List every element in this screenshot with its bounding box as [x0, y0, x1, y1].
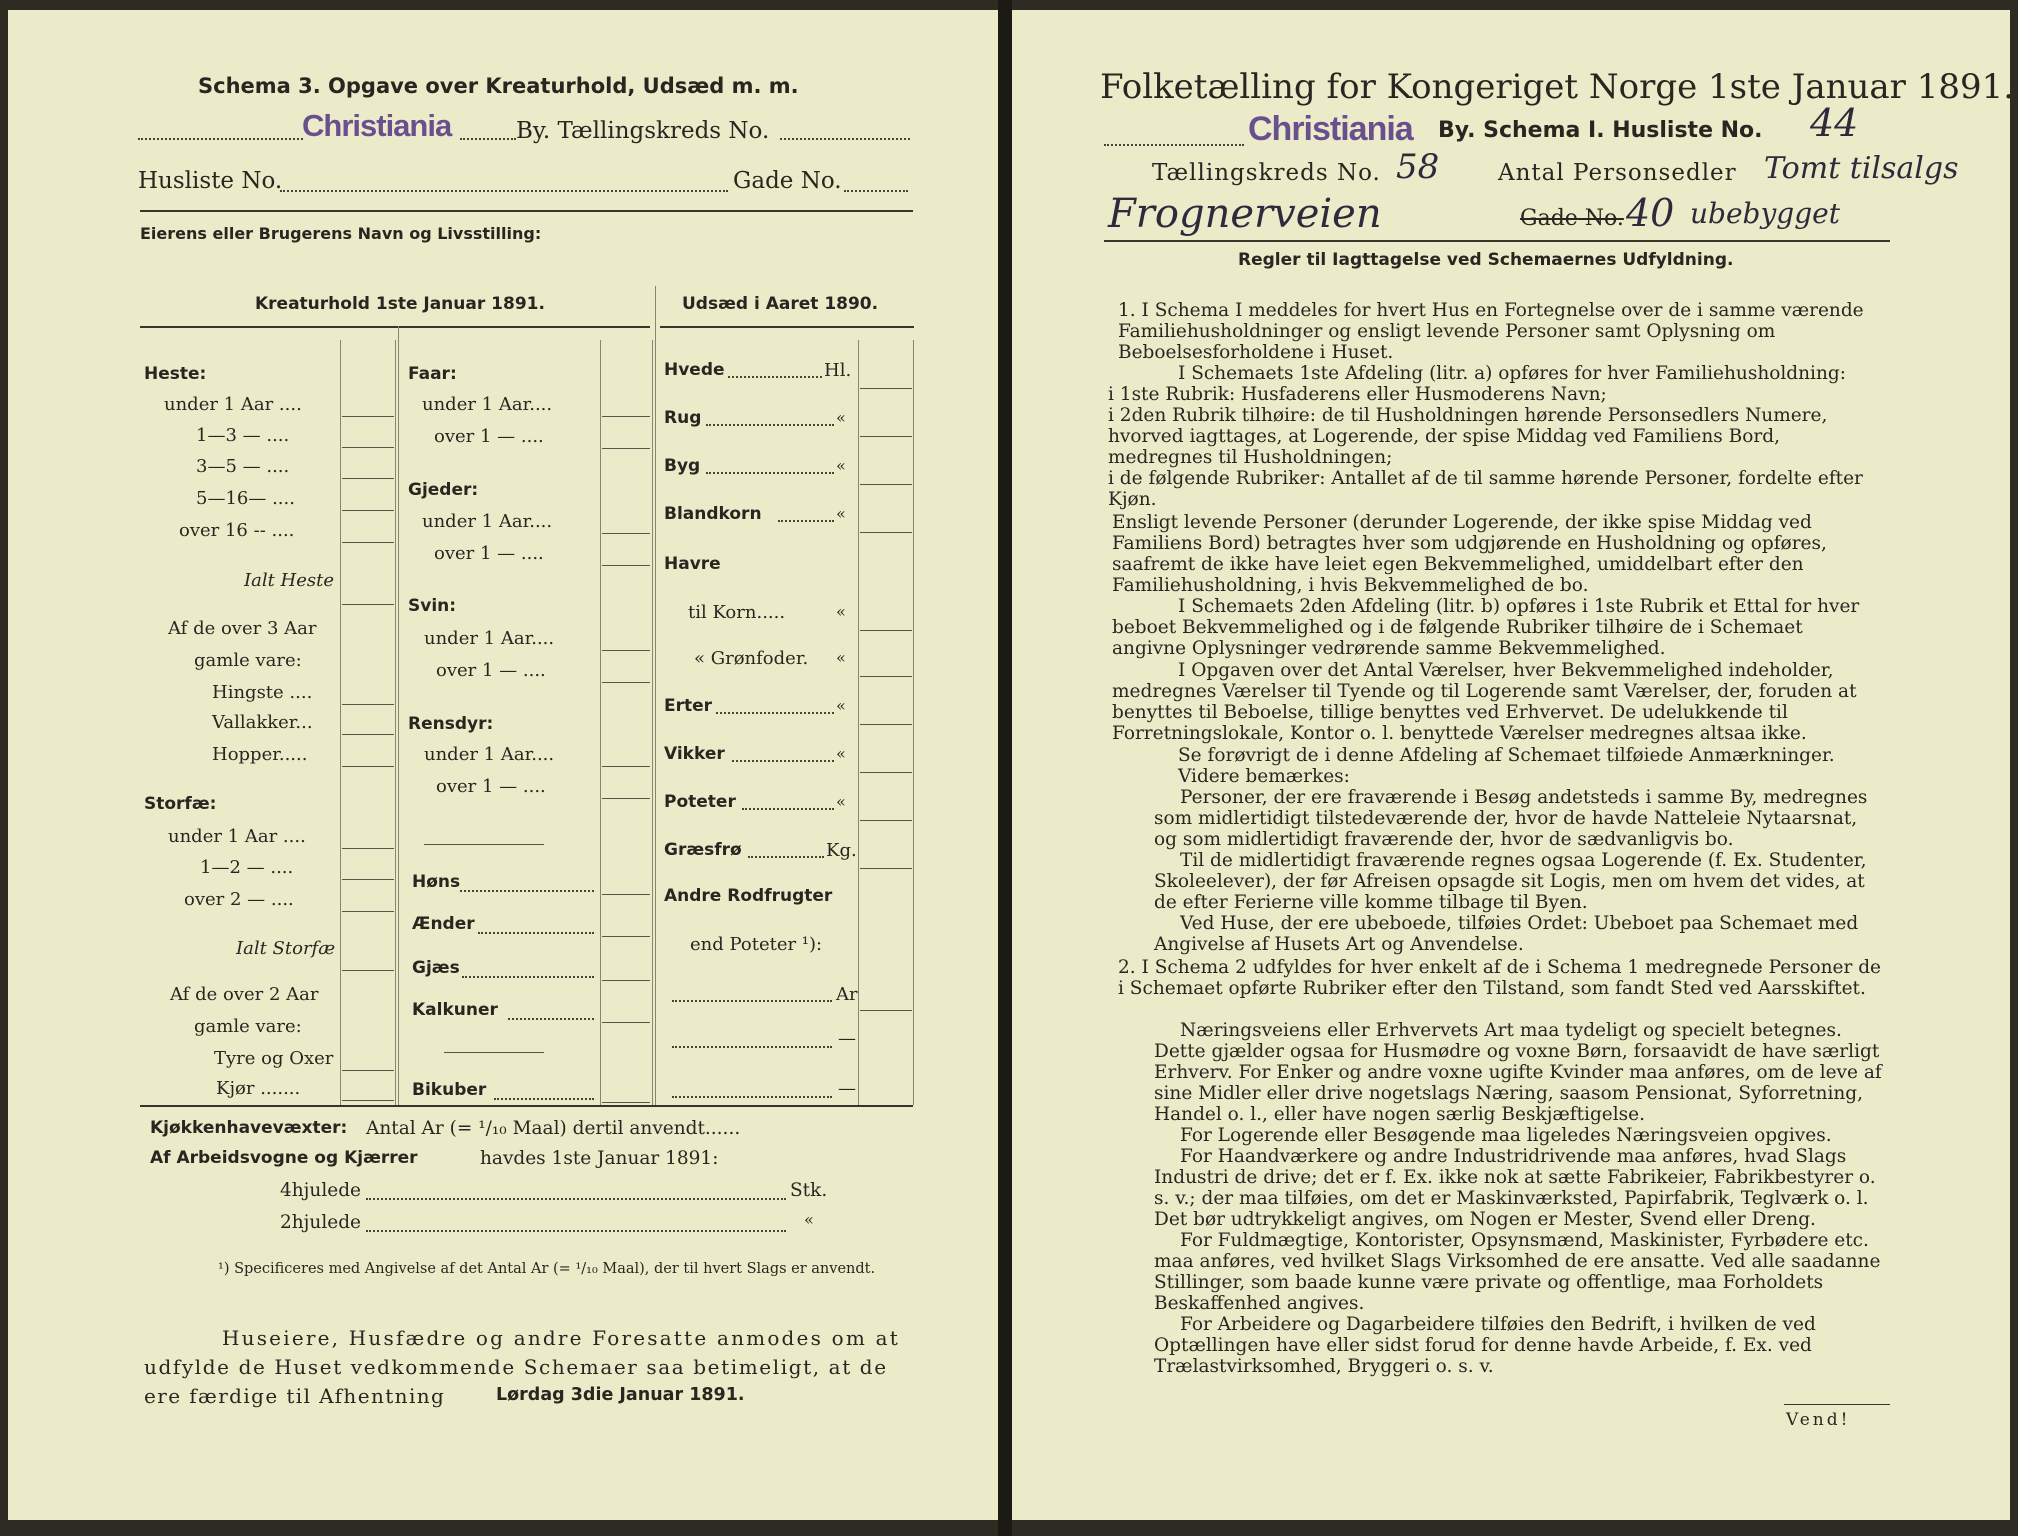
gjeder-over-1-field[interactable]: [602, 565, 650, 566]
erter-field[interactable]: [860, 724, 912, 725]
rug-field[interactable]: [860, 436, 912, 437]
taellingskreds-field[interactable]: [780, 138, 910, 140]
storfae-1-2: 1—2 — ....: [200, 857, 294, 878]
ialt-heste: Ialt Heste: [244, 570, 335, 591]
vikker-dots: [732, 760, 834, 762]
kreatur-rule: [140, 326, 650, 328]
storfae-1-2-field[interactable]: [342, 879, 394, 880]
gjeder-label: Gjeder:: [408, 480, 479, 500]
kreds-number[interactable]: 58: [1396, 147, 1440, 187]
husliste-number[interactable]: 44: [1810, 101, 1859, 145]
rensdyr-under-1-field[interactable]: [602, 766, 650, 767]
hvede-unit: Hl.: [824, 360, 852, 381]
to-hjulede: 2hjulede: [280, 1212, 361, 1233]
kreaturhold-header: Kreaturhold 1ste Januar 1891.: [255, 294, 545, 314]
blandkorn-ditto: «: [836, 504, 846, 523]
tyre-og-oxer: Tyre og Oxer: [214, 1048, 334, 1069]
ar-dots-3: [672, 1096, 832, 1098]
svin-under-1-field[interactable]: [602, 650, 650, 651]
gjaes-field[interactable]: [602, 980, 650, 981]
rule-2-naeringsvei: Næringsveiens eller Erhvervets Art maa tydeligt og specielt betegnes. Dette gjælder ogsaa for Husmødre og voxne Børn, forsaavidt de have særligt Erhverv. For Enker og andre voxne ugifte Kvinder maa anføres, om de leve af sine Midler eller drive nogetslags Næring, saasom Pensionat, Syforretning, Handel o. l., eller have nogen særlig Beskjæftigelse.: [1154, 1020, 1882, 1125]
heste-over-16-field[interactable]: [342, 542, 394, 543]
af-over-2-aar: Af de over 2 Aar: [170, 984, 319, 1005]
gronfoder-field[interactable]: [860, 676, 912, 677]
vend-rule: [1784, 1404, 1890, 1405]
heste-3-5-field[interactable]: [342, 478, 394, 479]
city-dots-2: [460, 138, 516, 140]
section-divider: [655, 286, 656, 1106]
book-spine: [998, 0, 1012, 1536]
table-bottom-rule: [140, 1105, 913, 1107]
kalkuner-label: Kalkuner: [412, 1000, 498, 1020]
rule-1-ubeboede: Ved Huse, der ere ubeboede, tilføies Ordet: Ubeboet paa Schemaet med Angivelse af Husets Art og Anvendelse.: [1154, 913, 1859, 955]
closing-line-2: udfylde de Huset vedkommende Schemaer saa betimeligt, at de: [144, 1355, 888, 1379]
by-schema-husliste: By. Schema I. Husliste No.: [1438, 118, 1763, 143]
rensdyr-under-1: under 1 Aar....: [424, 744, 555, 765]
poteter-dots: [742, 808, 834, 810]
vallakker-field[interactable]: [342, 734, 394, 735]
fire-hjulede-dots[interactable]: [366, 1198, 786, 1200]
kjokken-text: Antal Ar (= ¹/₁₀ Maal) dertil anvendt......: [366, 1118, 741, 1139]
gjeder-under-1-field[interactable]: [602, 533, 650, 534]
hons-dots: [460, 890, 594, 892]
storfae-over-2-field[interactable]: [342, 911, 394, 912]
col1-blank-right: [395, 340, 396, 1105]
rule-1-ensligt: Ensligt levende Personer (derunder Logerende, der ikke spise Middag ved Familiens Bord) betragtes hver som udgjørende en Husholdning og opføres, saafremt de ikke have leiet egen Bekvemmelighed, umiddelbart efter den Familiehusholdning, i hvis Bekvemmelighed de bo.: [1112, 512, 1827, 596]
closing-line-1: Huseiere, Husfædre og andre Foresatte anmodes om at: [222, 1326, 900, 1350]
heste-under-1: under 1 Aar ....: [164, 394, 302, 415]
rules-title: Regler til Iagttagelse ved Schemaernes Udfyldning.: [1238, 250, 1734, 270]
poteter-field[interactable]: [860, 820, 912, 821]
ialt-storfae-field[interactable]: [342, 970, 394, 971]
col-divider-1: [398, 326, 399, 1106]
graesfro-unit: Kg.: [826, 840, 857, 861]
poteter-label: Poteter: [664, 792, 736, 812]
arbeid-label: Af Arbeidsvogne og Kjærrer: [150, 1148, 418, 1168]
header-rule: [140, 210, 913, 212]
husliste-field[interactable]: [280, 190, 728, 192]
kalkuner-field[interactable]: [602, 1022, 650, 1023]
blandkorn-label: Blandkorn: [664, 504, 762, 524]
rensdyr-over-1-field[interactable]: [602, 798, 650, 799]
blandkorn-dots: [778, 520, 834, 522]
col1-blank-left: [340, 340, 341, 1105]
gjeder-over-1: over 1 — ....: [434, 543, 544, 564]
arbeid-text: havdes 1ste Januar 1891:: [480, 1148, 719, 1169]
rule-1-personer: Personer, der ere fraværende i Besøg andetsteds i samme By, medregnes som midlertidigt tilstedeværende der, hvor de havde Natteleie Nytaarsnat, og som midlertidigt fraværende der, hvor de sædvanligvis bo.: [1154, 787, 1868, 850]
gjeder-under-1: under 1 Aar....: [422, 511, 553, 532]
hopper-field[interactable]: [342, 766, 394, 767]
heste-1-3-field[interactable]: [342, 447, 394, 448]
hingste: Hingste ....: [212, 682, 313, 703]
closing-line-3b: Lørdag 3die Januar 1891.: [496, 1385, 745, 1405]
kjokken-label: Kjøkkenhavevæxter:: [150, 1118, 348, 1138]
byg-ditto: «: [836, 456, 846, 475]
gjaes-label: Gjæs: [412, 958, 460, 978]
udsaed-header: Udsæd i Aaret 1890.: [682, 294, 879, 314]
to-hjulede-dots[interactable]: [366, 1230, 786, 1232]
vikker-field[interactable]: [860, 772, 912, 773]
til-korn-ditto: «: [836, 602, 846, 621]
aender-field[interactable]: [602, 936, 650, 937]
heste-5-16: 5—16— ....: [196, 488, 295, 509]
til-korn-field[interactable]: [860, 630, 912, 631]
gade-note[interactable]: ubebygget: [1690, 197, 1840, 230]
right-header-rule: [1104, 240, 1890, 242]
graesfro-field[interactable]: [860, 868, 912, 869]
christiania-stamp-left: Christiania: [302, 108, 452, 143]
city-dots: [138, 138, 303, 140]
bikuber-label: Bikuber: [412, 1080, 487, 1100]
poteter-ditto: «: [836, 792, 846, 811]
col3-blank-left: [858, 340, 859, 1105]
dash-2: —: [838, 1078, 856, 1099]
rule-2: 2. I Schema 2 udfyldes for hver enkelt af de i Schema 1 medregnede Personer de i Schemaet opførte Rubriker efter den Tilstand, som fandt Sted ved Aarsskiftet.: [1118, 957, 1882, 999]
rule-1-anmaerkninger: Se forøvrigt de i denne Afdeling af Schemaet tilføiede Anmærkninger.: [1178, 745, 1835, 766]
stk-unit: Stk.: [790, 1180, 828, 1201]
vikker-label: Vikker: [664, 744, 725, 764]
rule-1-videre: Videre bemærkes:: [1178, 766, 1350, 787]
erter-label: Erter: [664, 696, 713, 716]
rule-1-rubrik-2: i 2den Rubrik tilhøire: de til Husholdningen hørende Personsedlers Numere, hvorved iagttages, at Logerende, der spise Middag ved Familiens Bord, medregnes til Husholdningen;: [1108, 405, 1828, 468]
ar-unit: Ar: [836, 984, 858, 1005]
christiania-stamp-right: Christiania: [1248, 110, 1413, 148]
kjor-field[interactable]: [342, 1100, 394, 1101]
gamle-vare-2: gamle vare:: [194, 1016, 302, 1037]
vikker-ditto: «: [836, 744, 846, 763]
heste-1-3: 1—3 — ....: [196, 425, 290, 446]
hvede-field[interactable]: [860, 388, 912, 389]
faar-under-1: under 1 Aar....: [422, 394, 553, 415]
hons-field[interactable]: [602, 894, 650, 895]
svin-over-1: over 1 — ....: [436, 660, 546, 681]
gade-label: Gade No.: [733, 168, 842, 194]
rule-1-folgende: i de følgende Rubriker: Antallet af de til samme hørende Personer, fordelte efter Kjøn.: [1108, 468, 1863, 510]
taellingskreds-label: Tællingskreds No.: [1152, 160, 1381, 186]
rug-dots: [706, 424, 834, 426]
rule-1-2den-afdeling: I Schemaets 2den Afdeling (litr. b) opføres i 1ste Rubrik et Ettal for hver beboet Bekvemmelighed og i de følgende Rubriker tilhøire de i Schemaet angivne Oplysninger vedrørende samme Bekvemmelighed.: [1112, 596, 1860, 659]
fire-hjulede: 4hjulede: [280, 1180, 361, 1201]
rensdyr-label: Rensdyr:: [408, 714, 494, 734]
vend-label: Vend!: [1786, 1410, 1851, 1430]
erter-ditto: «: [836, 696, 846, 715]
gade-no-label: Gade No.: [1520, 206, 1624, 231]
storfae-label: Storfæ:: [144, 794, 217, 814]
vallakker: Vallakker...: [212, 712, 313, 733]
rule-1-afdeling: I Schemaets 1ste Afdeling (litr. a) opføres for hver Familiehusholdning:: [1178, 363, 1846, 384]
svin-over-1-field[interactable]: [602, 682, 650, 683]
schema3-title: Schema 3. Opgave over Kreaturhold, Udsæd m. m.: [198, 74, 799, 98]
kjor: Kjør .......: [216, 1078, 301, 1099]
aender-dots: [478, 932, 594, 934]
ar-dots: [672, 1000, 832, 1002]
rule-1-vaerelser: I Opgaven over det Antal Værelser, hver Bekvemmelighed indeholder, medregnes Værelser til Tyende og til Logerende samt Værelser, der, foruden at benyttes til Beboelse, tillige benyttes ved Erhvervet. De udelukkende til Forretningslokale, Kontor o. l. benyttede Værelser medregnes altsaa ikke.: [1112, 660, 1857, 744]
byg-label: Byg: [664, 456, 701, 476]
graesfro-label: Græsfrø: [664, 840, 742, 860]
blandkorn-field[interactable]: [860, 532, 912, 533]
heste-under-1-field[interactable]: [342, 416, 394, 417]
storfae-over-2: over 2 — ....: [184, 889, 294, 910]
heste-3-5: 3—5 — ....: [196, 456, 290, 477]
gjaes-dots: [462, 976, 594, 978]
graesfro-dots: [748, 856, 824, 858]
to-hjulede-ditto: «: [804, 1210, 814, 1229]
col2-blank-left: [600, 340, 601, 1105]
owner-label: Eierens eller Brugerens Navn og Livsstilling:: [140, 224, 542, 243]
ar-dots-2: [672, 1046, 832, 1048]
udsaed-rule: [660, 326, 914, 328]
faar-over-1-field[interactable]: [602, 448, 650, 449]
hons-label: Høns: [412, 872, 461, 892]
rensdyr-over-1: over 1 — ....: [436, 776, 546, 797]
svin-under-1: under 1 Aar....: [424, 628, 555, 649]
antal-personsedler-label: Antal Personsedler: [1498, 160, 1737, 186]
gamle-vare-1: gamle vare:: [194, 650, 302, 671]
hingste-field[interactable]: [342, 704, 394, 705]
rule-1-logerende: Til de midlertidigt fraværende regnes ogsaa Logerende (f. Ex. Studenter, Skoleelever), der før Afreisen opsagde sit Logis, men om hvem det vides, at de efter Ferierne ville komme tilbage til Byen.: [1154, 850, 1867, 913]
ialt-storfae: Ialt Storfæ: [236, 938, 336, 959]
faar-under-1-field[interactable]: [602, 416, 650, 417]
kalkuner-dots: [508, 1018, 594, 1020]
rule-2-arbeidere: For Arbeidere og Dagarbeidere tilføies den Bedrift, i hvilken de ved Optællingen have eller sidst forud for denne havde Arbeide, f. Ex. ved Trælastvirksomhed, Bryggeri o. s. v.: [1154, 1314, 1816, 1377]
byg-field[interactable]: [860, 484, 912, 485]
bikuber-dots: [494, 1098, 594, 1100]
col3-blank-right: [913, 340, 914, 1105]
ar-field[interactable]: [860, 1010, 912, 1011]
gade-field[interactable]: [844, 190, 908, 192]
rule-2-logerende: For Logerende eller Besøgende maa ligeledes Næringsveien opgives.: [1180, 1125, 1832, 1146]
husliste-label: Husliste No.: [138, 168, 283, 194]
rug-label: Rug: [664, 408, 702, 428]
faar-label: Faar:: [408, 364, 457, 384]
closing-line-3a: ere færdige til Afhentning: [144, 1384, 446, 1408]
footnote: ¹) Specificeres med Angivelse af det Antal Ar (= ¹/₁₀ Maal), der til hvert Slags er anvendt.: [218, 1261, 876, 1277]
hvede-dots: [728, 376, 822, 378]
heste-over-16: over 16 -- ....: [179, 520, 295, 541]
rule-2-fuldmaegtige: For Fuldmægtige, Kontorister, Opsynsmænd, Maskinister, Fyrbødere etc. maa anføres, ved hvilket Slags Virksomhed de ere ansatte. Ved alle saadanne Stillinger, som baade kunne være private og offentlige, maa Forholdets Beskaffenhed angives.: [1154, 1230, 1881, 1314]
col2-blank-right: [652, 340, 653, 1105]
til-korn: til Korn.....: [688, 602, 786, 623]
storfae-under-1: under 1 Aar ....: [168, 826, 306, 847]
andre-rodfrugter: Andre Rodfrugter: [664, 886, 833, 906]
rug-ditto: «: [836, 408, 846, 427]
hopper: Hopper.....: [212, 744, 308, 765]
storfae-under-1-field[interactable]: [342, 848, 394, 849]
af-over-3-aar: Af de over 3 Aar: [168, 618, 317, 639]
byg-dots: [706, 472, 834, 474]
gronfoder-ditto: «: [836, 648, 846, 667]
rule-1-rubrik-1: i 1ste Rubrik: Husfaderens eller Husmoderens Navn;: [1108, 384, 1607, 405]
rule-2-haandvaerkere: For Haandværkere og andre Industridrivende maa anføres, hvad Slags Industri de drive; det er f. Ex. ikke nok at sætte Fabrikeier, Fabrikbestyrer o. s. v.; der maa tilføies, om det er Maskinværksted, Papirfabrik, Teglværk o. l. Det bør udtrykkeligt angives, om Nogen er Mester, Svend eller Dreng.: [1154, 1146, 1876, 1230]
antal-handwritten[interactable]: Tomt tilsalgs: [1764, 151, 1959, 186]
gade-number[interactable]: 40: [1626, 191, 1675, 235]
col2-separator-2: [444, 1052, 544, 1053]
ialt-heste-field[interactable]: [342, 604, 394, 605]
heste-label: Heste:: [144, 364, 207, 384]
gronfoder: « Grønfoder.: [694, 648, 809, 669]
erter-dots: [716, 712, 834, 714]
hvede-label: Hvede: [664, 360, 725, 380]
tyre-field[interactable]: [342, 1070, 394, 1071]
svin-label: Svin:: [408, 596, 457, 616]
dash-1: —: [838, 1028, 856, 1049]
folketaelling-title: Folketælling for Kongeriget Norge 1ste Januar 1891.: [1100, 67, 2015, 107]
city-dots-right: [1104, 144, 1244, 146]
aender-label: Ænder: [412, 914, 475, 934]
by-taellingskreds-label: By. Tællingskreds No.: [516, 118, 770, 144]
street-handwritten[interactable]: Frognerveien: [1108, 191, 1382, 237]
faar-over-1: over 1 — ....: [434, 426, 544, 447]
heste-5-16-field[interactable]: [342, 510, 394, 511]
col2-separator: [424, 844, 544, 845]
havre-label: Havre: [664, 554, 721, 574]
rule-1: 1. I Schema I meddeles for hvert Hus en Fortegnelse over de i samme værende Familiehusholdninger og ensligt levende Personer samt Oplysning om Beboelsesforholdene i Huset.: [1118, 300, 1864, 363]
bikuber-field[interactable]: [602, 1102, 650, 1103]
end-poteter: end Poteter ¹):: [690, 934, 823, 955]
